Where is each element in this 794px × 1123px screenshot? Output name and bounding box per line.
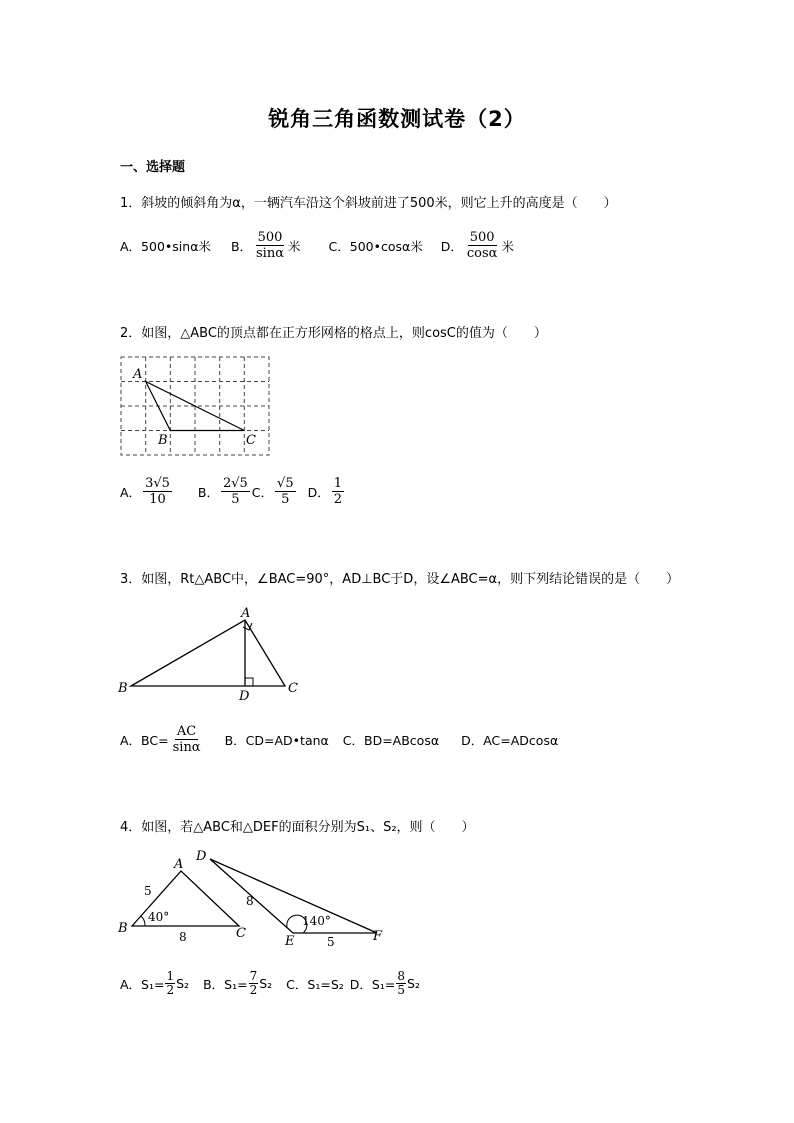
- question-3-right-triangle-figure: [115, 604, 315, 706]
- q1-option-d-denominator: cosα: [466, 246, 498, 261]
- q2-vertex-a-label: A: [133, 367, 143, 382]
- q1-option-d-label: D．: [440, 238, 463, 254]
- q2-option-d-fraction: [332, 476, 344, 507]
- question-3-options: [120, 724, 558, 755]
- question-2-text: 2．如图，△ABC的顶点都在正方形网格的格点上，则cosC的值为（ ）: [120, 326, 547, 341]
- question-1-options: [120, 230, 514, 261]
- question-3-text: 3．如图，Rt△ABC中，∠BAC=90°，AD⊥BC于D，设∠ABC=α，则下列结论错误的是（ ）: [120, 572, 680, 587]
- question-2-grid-figure: [116, 354, 276, 460]
- q4-side-ef-label: 5: [327, 935, 335, 949]
- q4-option-d-tail: S₂: [406, 976, 420, 991]
- q2-option-c-fraction: [275, 476, 296, 507]
- q4-side-de-label: 8: [246, 894, 254, 908]
- q2-option-c-label: C．: [251, 484, 274, 500]
- q2-option-d-label: D．: [307, 484, 330, 500]
- q4-side-ab-label: 5: [144, 884, 152, 898]
- question-4-two-triangles-figure: [115, 846, 395, 950]
- q4-option-a-label: A．S₁=: [120, 976, 165, 992]
- q4-option-b-tail: S₂: [259, 976, 273, 991]
- right-angle-mark-d: [245, 678, 253, 686]
- question-4-options: [120, 970, 420, 997]
- q2-option-b-fraction: [221, 476, 250, 507]
- q2-option-d-numerator: 1: [333, 476, 343, 491]
- q2-option-d-denominator: 2: [333, 492, 343, 507]
- q3-option-a-label: A．BC=: [120, 732, 169, 748]
- q2-vertex-b-label: B: [158, 433, 168, 448]
- q1-option-b-label: B．: [230, 238, 253, 254]
- q4-option-b-label: B．S₁=: [203, 976, 248, 992]
- q4-option-c: C．S₁=S₂: [286, 976, 344, 992]
- q2-option-a-denominator: 10: [149, 492, 166, 507]
- q2-option-b-numerator: 2√5: [222, 476, 248, 491]
- q3-option-a-denominator: sinα: [172, 740, 201, 755]
- q4-angle-e-label: 140°: [302, 914, 331, 928]
- q2-option-b-denominator: 5: [231, 492, 240, 507]
- q2-vertex-c-label: C: [246, 433, 256, 448]
- q4-option-b-denominator: 2: [249, 983, 258, 997]
- q3-option-b: B．CD=AD•tanα: [224, 732, 329, 748]
- q3-option-a-numerator: AC: [176, 724, 197, 739]
- q4-option-d-denominator: 5: [397, 983, 405, 997]
- q4-option-d-fraction: [396, 970, 406, 997]
- q3-vertex-c-label: C: [288, 681, 298, 696]
- section-heading: 一、选择题: [120, 160, 186, 175]
- q4-vertex-a-label: A: [174, 857, 184, 872]
- q2-option-b-label: B．: [197, 484, 219, 500]
- q3-vertex-a-label: A: [241, 606, 251, 621]
- question-4-text: 4．如图，若△ABC和△DEF的面积分别为S₁、S₂，则（ ）: [120, 820, 475, 835]
- q2-option-a-numerator: 3√5: [145, 476, 170, 491]
- q4-vertex-e-label: E: [285, 934, 295, 949]
- q4-option-d-label: D．S₁=: [349, 976, 396, 992]
- q4-option-a-denominator: 2: [166, 983, 175, 997]
- q4-angle-b-label: 40°: [148, 910, 170, 924]
- q2-option-a-label: A．: [120, 484, 142, 500]
- q3-option-d: D．AC=ADcosα: [461, 732, 559, 748]
- q1-option-d-numerator: 500: [469, 230, 495, 245]
- q1-option-d-unit: 米: [501, 238, 514, 254]
- q1-option-a: A．500•sinα米: [120, 238, 211, 254]
- q2-option-c-denominator: 5: [281, 492, 290, 507]
- q4-option-a-numerator: 1: [166, 969, 175, 983]
- q4-option-b-fraction: [249, 970, 259, 997]
- question-1-text: 1．斜坡的倾斜角为α，一辆汽车沿这个斜坡前进了500米，则它上升的高度是（ ）: [120, 196, 617, 211]
- q3-option-c: C．BD=ABcosα: [342, 732, 440, 748]
- q1-option-b-denominator: sinα: [256, 246, 284, 261]
- q4-side-bc-label: 8: [179, 930, 187, 944]
- q2-option-a-fraction: [143, 476, 172, 507]
- q1-option-c: C．500•cosα米: [328, 238, 423, 254]
- q3-vertex-b-label: B: [118, 681, 128, 696]
- q4-option-d-numerator: 8: [397, 969, 405, 983]
- q4-vertex-d-label: D: [196, 849, 207, 864]
- angle-b-arc: [141, 916, 145, 926]
- q4-vertex-b-label: B: [118, 921, 128, 936]
- page-title: 锐角三角函数测试卷（2）: [268, 107, 526, 131]
- q4-option-a-tail: S₂: [176, 976, 190, 991]
- q3-option-a-fraction: [171, 724, 203, 755]
- q1-option-d-fraction: [465, 230, 500, 261]
- q2-option-c-numerator: √5: [277, 476, 294, 491]
- q1-option-b-numerator: 500: [257, 230, 283, 245]
- q4-option-a-fraction: [165, 970, 175, 997]
- q4-vertex-c-label: C: [236, 926, 246, 941]
- question-2-options: [120, 476, 346, 507]
- q1-option-b-fraction: [254, 230, 286, 261]
- q4-vertex-f-label: F: [373, 929, 383, 944]
- triangle-abc: [131, 620, 285, 686]
- q4-option-b-numerator: 7: [249, 969, 258, 983]
- q3-point-d-label: D: [239, 689, 250, 704]
- q1-option-b-unit: 米: [288, 238, 301, 254]
